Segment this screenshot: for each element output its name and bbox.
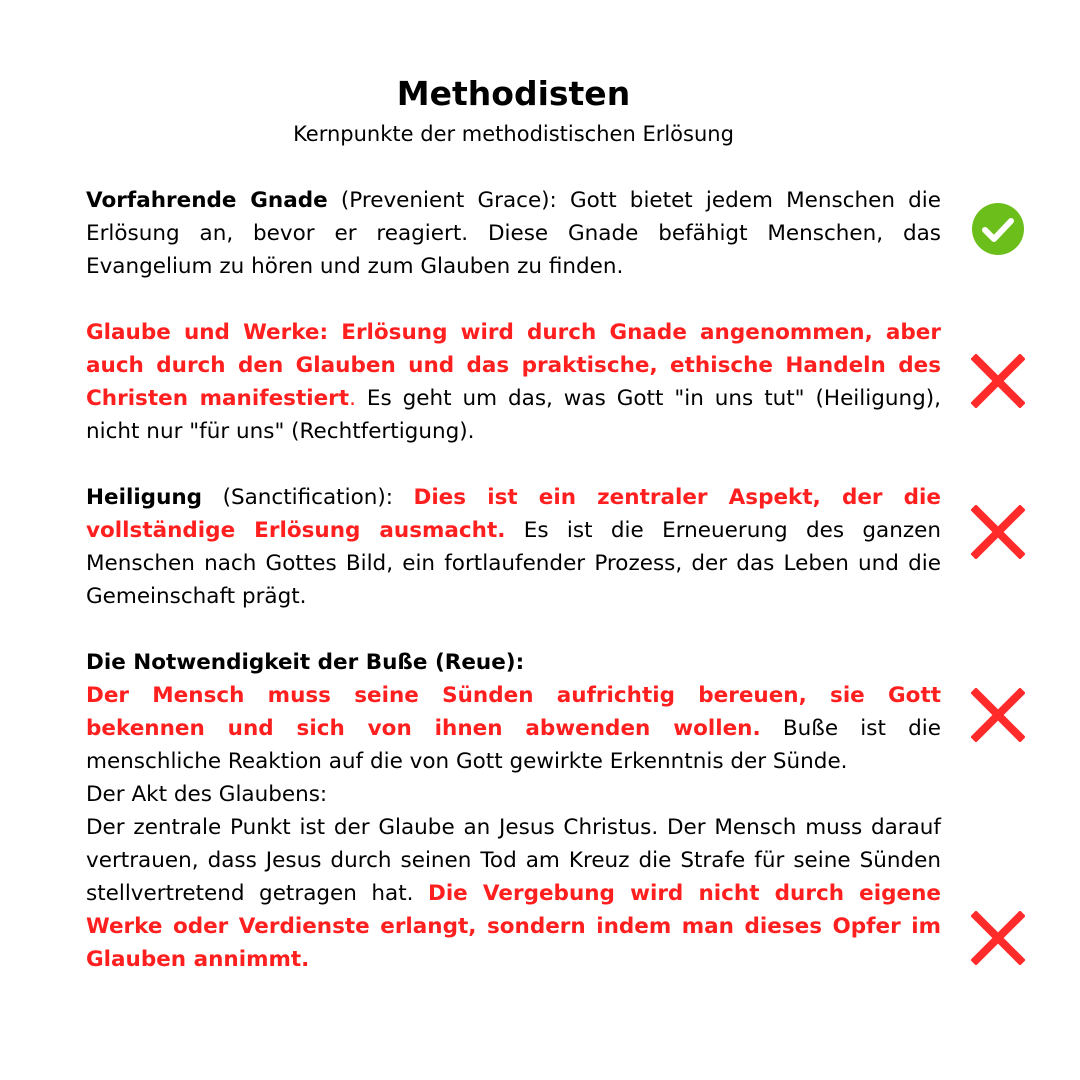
highlight-dot: .	[349, 386, 356, 411]
repentance-paragraph	[86, 679, 941, 778]
section-text: (Prevenient Grace): Gott bietet jedem Menschen die Erlösung an, bevor er reagiert. Diese Gnade befähigt Menschen, das Evangelium zu hören und zum Glauben zu finden.	[86, 188, 941, 279]
highlight-text: Die Vergebung wird nicht durch eigene Werke oder Verdienste erlangt, sondern indem man dieses Opfer im Glauben annimmt.	[86, 881, 941, 972]
section-text: Der zentrale Punkt ist der Glaube an Jesus Christus. Der Mensch muss darauf vertrauen, dass Jesus durch seinen Tod am Kreuz die Strafe für seine Sünden stellvertretend getragen hat.	[86, 815, 941, 906]
section-text: Es geht um das, was Gott "in uns tut" (Heiligung), nicht nur "für uns" (Rechtfertigung).	[86, 386, 941, 444]
cross-icon	[971, 911, 1025, 965]
cross-icon	[971, 505, 1025, 559]
page-title: Methodisten	[396, 74, 631, 113]
highlight-text: Dies ist ein zentraler Aspekt, der die vollständige Erlösung ausmacht.	[86, 485, 941, 543]
section-prevenient-grace	[86, 184, 941, 283]
term-label: Heiligung	[86, 485, 203, 510]
section-text-a: (Sanctification):	[202, 485, 414, 510]
cross-icon	[971, 354, 1025, 408]
section-repentance-faith	[86, 646, 941, 976]
section-text: Buße ist die menschliche Reaktion auf die von Gott gewirkte Erkenntnis der Sünde.	[86, 716, 941, 774]
faith-act-paragraph	[86, 811, 941, 976]
section-faith-works	[86, 316, 941, 448]
section-sanctification	[86, 481, 941, 613]
highlight-text: Glaube und Werke: Erlösung wird durch Gnade angenommen, aber auch durch den Glauben und das praktische, ethische Handeln des Christen manifestiert	[86, 320, 941, 411]
check-icon	[971, 202, 1025, 256]
term-label: Vorfahrende Gnade	[86, 188, 328, 213]
section-heading: Die Notwendigkeit der Buße (Reue):	[86, 650, 525, 675]
highlight-text: Der Mensch muss seine Sünden aufrichtig bereuen, sie Gott bekennen und sich von ihnen abwenden wollen.	[86, 683, 941, 741]
section-heading-faith-act: Der Akt des Glaubens:	[86, 782, 328, 807]
cross-icon	[971, 688, 1025, 742]
page-subtitle: Kernpunkte der methodistischen Erlösung	[293, 122, 734, 146]
section-text-b: Es ist die Erneuerung des ganzen Menschen nach Gottes Bild, ein fortlaufender Prozess, der das Leben und die Gemeinschaft prägt.	[86, 518, 941, 609]
